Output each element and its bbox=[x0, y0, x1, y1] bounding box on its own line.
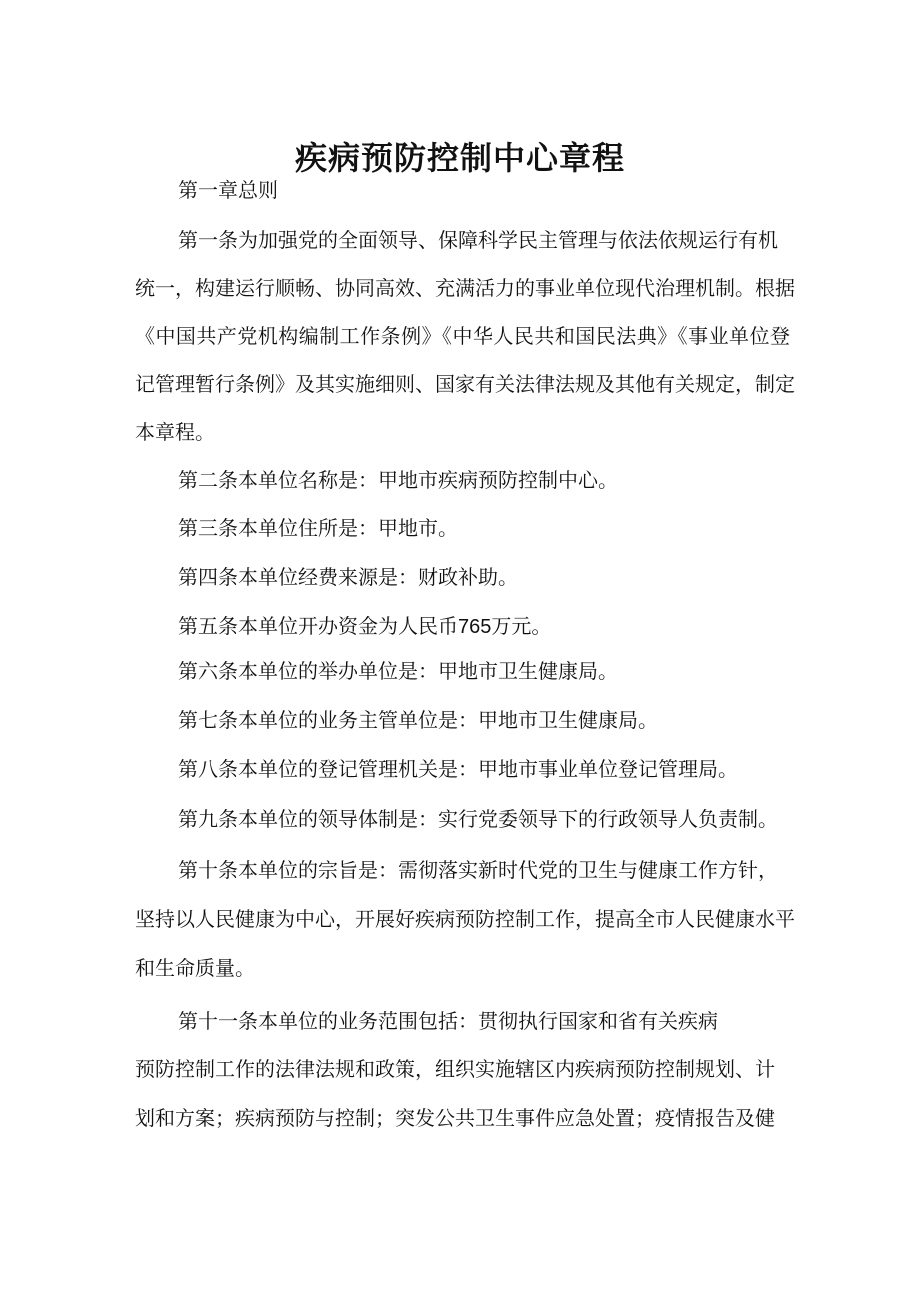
article-10-line-1: 第十条本单位的宗旨是：需彻落实新时代党的卫生与健康工作方针， bbox=[178, 858, 778, 882]
article-5-amount: 765 bbox=[458, 616, 492, 638]
article-9: 第九条本单位的领导体制是：实行党委领导下的行政领导人负责制。 bbox=[178, 807, 778, 831]
article-2: 第二条本单位名称是：甲地市疾病预防控制中心。 bbox=[178, 468, 618, 492]
article-1-line-4: 记管理暂行条例》及其实施细则、国家有关法律法规及其他有关规定，制定 bbox=[135, 372, 795, 396]
article-10-line-2: 坚持以人民健康为中心，开展好疾病预防控制工作，提高全市人民健康水平 bbox=[135, 907, 795, 931]
chapter-heading: 第一章总则 bbox=[178, 178, 278, 202]
article-8: 第八条本单位的登记管理机关是：甲地市事业单位登记管理局。 bbox=[178, 757, 738, 781]
article-10-line-3: 和生命质量。 bbox=[135, 956, 255, 980]
article-3: 第三条本单位住所是：甲地市。 bbox=[178, 516, 458, 540]
article-1-line-1: 第一条为加强党的全面领导、保障科学民主管理与依法依规运行有机 bbox=[178, 228, 778, 252]
article-5-text-after: 万元。 bbox=[491, 614, 552, 638]
article-6: 第六条本单位的举办单位是：甲地市卫生健康局。 bbox=[178, 659, 618, 683]
article-1-line-3: 《中国共产党机构编制工作条例》《中华人民共和国民法典》《事业单位登 bbox=[135, 324, 790, 348]
article-11-line-2: 预防控制工作的法律法规和政策，组织实施辖区内疾病预防控制规划、计 bbox=[135, 1057, 775, 1081]
article-5-text-before: 第五条本单位开办资金为人民币 bbox=[178, 614, 458, 638]
article-7: 第七条本单位的业务主管单位是：甲地市卫生健康局。 bbox=[178, 708, 658, 732]
article-4: 第四条本单位经费来源是：财政补助。 bbox=[178, 565, 518, 589]
article-5 bbox=[178, 611, 551, 642]
article-11-line-1: 第十一条本单位的业务范围包括：贯彻执行国家和省有关疾病 bbox=[178, 1009, 718, 1033]
article-11-line-3: 划和方案；疾病预防与控制；突发公共卫生事件应急处置；疫情报告及健 bbox=[135, 1106, 775, 1130]
article-1-line-5: 本章程。 bbox=[135, 420, 215, 444]
document-title: 疾病预防控制中心章程 bbox=[294, 139, 625, 178]
article-1-line-2: 统一，构建运行顺畅、协同高效、充满活力的事业单位现代治理机制。根据 bbox=[135, 276, 795, 300]
